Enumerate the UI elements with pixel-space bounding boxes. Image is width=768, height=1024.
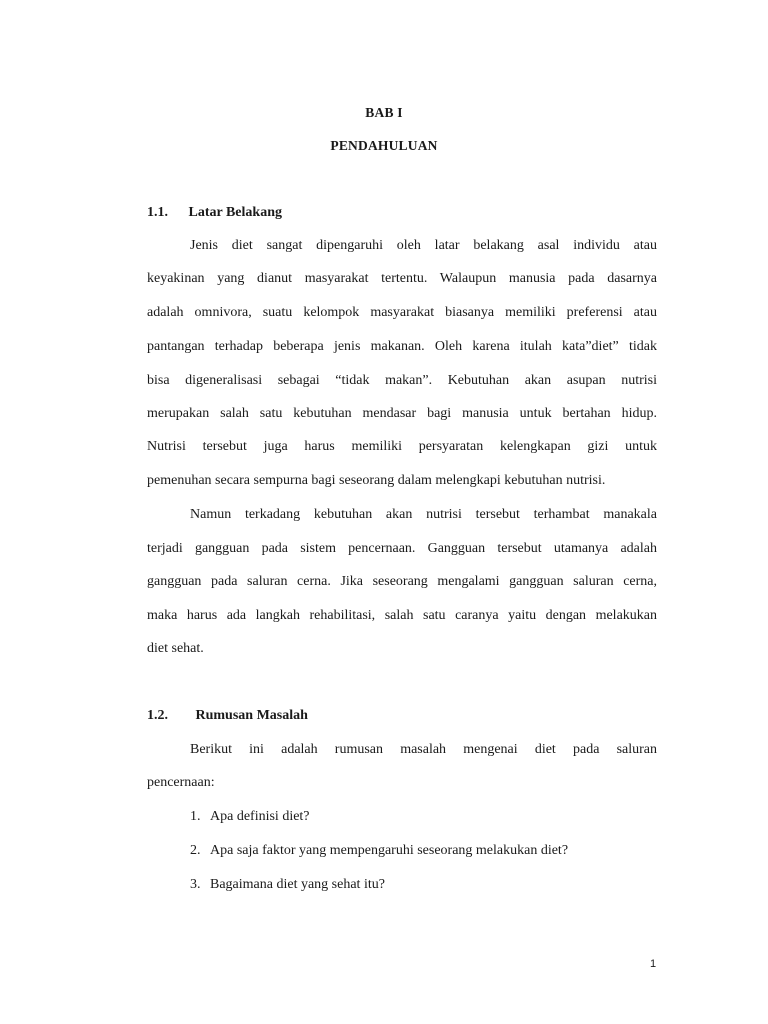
section-number: 1.2. (147, 708, 168, 723)
list-item (190, 843, 568, 859)
section-heading-rumusan-masalah (147, 708, 308, 724)
paragraph-line: maka harus ada langkah rehabilitasi, salah satu caranya yaitu dengan melakukan (147, 608, 657, 623)
section-number: 1.1. (147, 205, 168, 220)
section-title: Rumusan Masalah (195, 708, 308, 723)
page-number: 1 (650, 958, 657, 970)
paragraph-line: Namun terkadang kebutuhan akan nutrisi tersebut terhambat manakala (190, 507, 657, 522)
paragraph-line: keyakinan yang dianut masyarakat tertentu. Walaupun manusia pada dasarnya (147, 271, 657, 286)
list-item-number: 2. (190, 843, 201, 858)
section-heading-latar-belakang (147, 205, 282, 221)
paragraph-line: pencernaan: (147, 775, 215, 790)
paragraph-line: gangguan pada saluran cerna. Jika seseorang mengalami gangguan saluran cerna, (147, 574, 657, 589)
paragraph-line: pemenuhan secara sempurna bagi seseorang dalam melengkapi kebutuhan nutrisi. (147, 473, 606, 488)
paragraph-line: diet sehat. (147, 641, 204, 656)
section-title: Latar Belakang (188, 205, 282, 220)
list-item (190, 877, 385, 893)
paragraph-line: pantangan terhadap beberapa jenis makanan. Oleh karena itulah kata”diet” tidak (147, 339, 657, 354)
chapter-label: BAB I (365, 105, 403, 120)
list-item (190, 809, 310, 825)
list-item-text: Apa definisi diet? (210, 809, 310, 824)
list-item-number: 1. (190, 809, 201, 824)
paragraph-line: Nutrisi tersebut juga harus memiliki persyaratan kelengkapan gizi untuk (147, 439, 657, 454)
paragraph-line: bisa digeneralisasi sebagai “tidak makan”. Kebutuhan akan asupan nutrisi (147, 373, 657, 388)
paragraph-line: merupakan salah satu kebutuhan mendasar bagi manusia untuk bertahan hidup. (147, 406, 657, 421)
paragraph-line: Berikut ini adalah rumusan masalah mengenai diet pada saluran (190, 742, 657, 757)
paragraph-line: adalah omnivora, suatu kelompok masyarakat biasanya memiliki preferensi atau (147, 305, 657, 320)
list-item-text: Bagaimana diet yang sehat itu? (210, 877, 385, 892)
chapter-title: PENDAHULUAN (330, 138, 438, 153)
paragraph-line: Jenis diet sangat dipengaruhi oleh latar belakang asal individu atau (190, 238, 657, 253)
list-item-text: Apa saja faktor yang mempengaruhi seseorang melakukan diet? (210, 843, 569, 858)
paragraph-line: terjadi gangguan pada sistem pencernaan. Gangguan tersebut utamanya adalah (147, 541, 657, 556)
list-item-number: 3. (190, 877, 201, 892)
